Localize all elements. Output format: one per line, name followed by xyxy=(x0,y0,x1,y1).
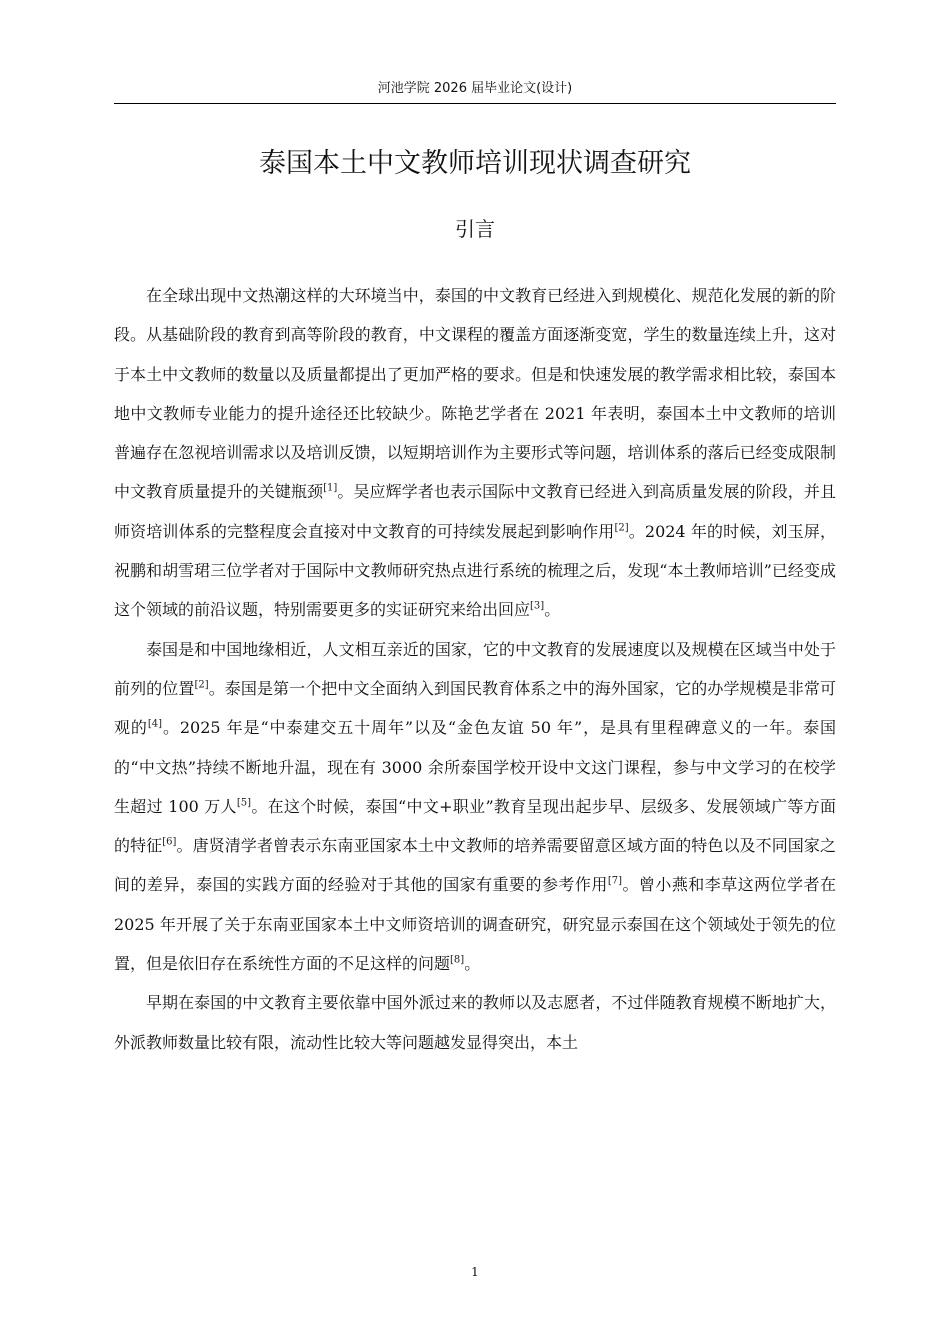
paragraph-text: 。在这个时候，泰国“中文+职业”教育呈现出起步早、层级多、发展领域广等方面的特征 xyxy=(114,796,836,856)
paragraph-text: 泰国是和中国地缘相近，人文相互亲近的国家，它的中文教育的发展速度以及规模在区域当中处于前列的位置 xyxy=(114,639,836,698)
paragraph xyxy=(114,630,836,984)
paragraph-text: 。泰国是第一个把中文全面纳入到国民教育体系之中的海外国家，它的办学规模是非常可观的 xyxy=(114,678,836,738)
citation-marker[interactable]: [2] xyxy=(194,679,209,691)
citation-marker[interactable]: [7] xyxy=(607,876,622,888)
paragraph-text: 。曾小燕和李草这两位学者在 2025 年开展了关于东南亚国家本土中文师资培训的调查研究，研究显示泰国在这个领域处于领先的位置，但是依旧存在系统性方面的不足这样的问题 xyxy=(114,875,836,974)
page-number: 1 xyxy=(471,1265,479,1279)
running-header: 河池学院 2026 届毕业论文(设计) xyxy=(377,81,573,96)
paragraph-text: 。 xyxy=(544,600,561,620)
body-text xyxy=(114,276,836,1062)
citation-marker[interactable]: [2] xyxy=(614,522,629,534)
paragraph-text: 。 xyxy=(464,954,481,974)
paragraph-text: 早期在泰国的中文教育主要依靠中国外派过来的教师以及志愿者，不过伴随教育规模不断地扩大，外派教师数量比较有限，流动性比较大等问题越发显得突出，本土 xyxy=(114,993,836,1052)
paragraph-text: 。2024 年的时候，刘玉屏，祝鹏和胡雪珺三位学者对于国际中文教师研究热点进行系统的梳理之后，发现“本土教师培训”已经变成这个领域的前沿议题，特别需要更多的实证研究来给出回应 xyxy=(114,521,836,620)
paragraph-text: 。唐贤清学者曾表示东南亚国家本土中文教师的培养需要留意区域方面的特色以及不同国家之间的差异，泰国的实践方面的经验对于其他的国家有重要的参考作用 xyxy=(114,836,836,895)
paragraph-text: 。吴应辉学者也表示国际中文教育已经进入到高质量发展的阶段，并且师资培训体系的完整程度会直接对中文教育的可持续发展起到影响作用 xyxy=(114,482,836,541)
paper-title: 泰国本土中文教师培训现状调查研究 xyxy=(259,148,691,179)
citation-marker[interactable]: [6] xyxy=(162,836,177,848)
citation-marker[interactable]: [8] xyxy=(450,954,465,966)
section-heading: 引言 xyxy=(455,217,495,241)
paragraph-text: 。2025 年是“中泰建交五十周年”以及“金色友谊 50 年”，是具有里程碑意义的一年。泰国的“中文热”持续不断地升温，现在有 3000 余所泰国学校开设中文这门课程，参与中文学习的在校学生超过 100 万人 xyxy=(114,718,836,816)
citation-marker[interactable]: [1] xyxy=(323,483,338,495)
paragraph-text: 在全球出现中文热潮这样的大环境当中，泰国的中文教育已经进入到规模化、规范化发展的新的阶段。从基础阶段的教育到高等阶段的教育，中文课程的覆盖方面逐渐变宽，学生的数量连续上升，这对于本土中文教师的数量以及质量都提出了更加严格的要求。但是和快速发展的教学需求相比较，泰国本地中文教师专业能力的提升途径还比较缺少。陈艳艺学者在 2021 年表明，泰国本土中文教师的培训普遍存在忽视培训需求以及培训反馈，以短期培训作为主要形式等问题，培训体系的落后已经变成限制中文教育质量提升的关键瓶颈 xyxy=(114,286,836,502)
paragraph xyxy=(114,983,836,1062)
header-rule xyxy=(114,103,836,104)
paragraph xyxy=(114,276,836,630)
citation-marker[interactable]: [4] xyxy=(147,718,163,730)
citation-marker[interactable]: [3] xyxy=(530,601,545,613)
citation-marker[interactable]: [5] xyxy=(236,797,252,809)
